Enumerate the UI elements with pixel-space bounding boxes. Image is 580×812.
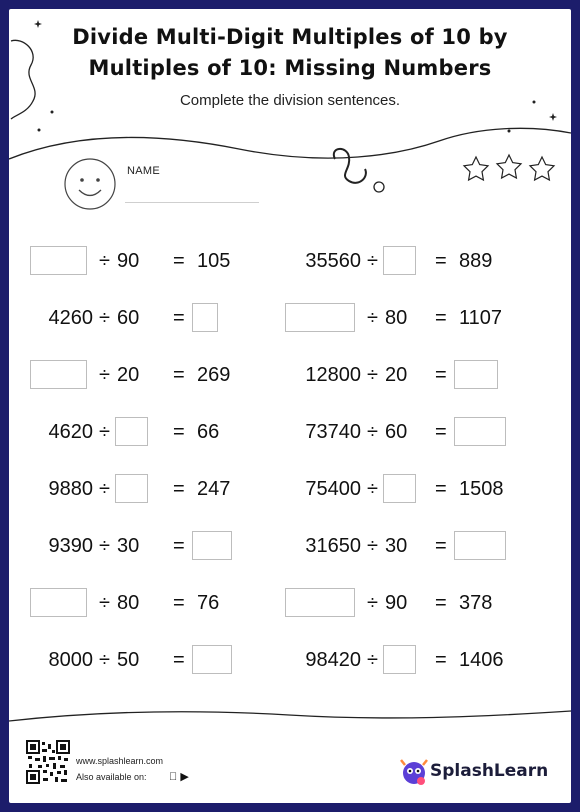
divisor-value: 30 [385,535,408,557]
division-problem [25,530,285,562]
equals-sign: = [173,250,185,272]
equals-sign: = [435,250,447,272]
equals-sign: = [173,364,185,386]
quotient-answer-box[interactable] [454,417,506,446]
divisor-value: 80 [117,592,140,614]
footer-wave-line [9,711,571,721]
apple-icon[interactable] [169,771,177,783]
divisor-answer-box[interactable] [383,645,416,674]
dividend-value: 4260 [48,307,93,329]
dividend-value: 31650 [305,535,361,557]
divide-sign: ÷ [367,649,378,671]
name-input-line[interactable] [125,202,259,203]
equals-sign: = [435,421,447,443]
quotient-answer-box[interactable] [454,531,506,560]
divide-sign: ÷ [367,364,378,386]
quotient-value: 1406 [459,649,504,671]
equals-sign: = [173,535,185,557]
splashlearn-logo [400,757,560,789]
quotient-value: 1107 [459,307,503,329]
instructions: Complete the division sentences. [179,92,401,109]
division-problem [283,302,543,334]
dividend-value: 73740 [305,421,361,443]
divide-sign: ÷ [367,307,378,329]
equals-sign: = [435,592,447,614]
dividend-answer-box[interactable] [30,360,87,389]
division-problem [25,587,285,619]
equals-sign: = [435,649,447,671]
division-problem [283,416,543,448]
divisor-value: 80 [385,307,408,329]
divide-sign: ÷ [99,535,110,557]
equals-sign: = [435,535,447,557]
division-problem [283,473,543,505]
division-problem [283,587,543,619]
divisor-value: 20 [385,364,408,386]
divisor-value: 50 [117,649,140,671]
dividend-value: 35560 [305,250,361,272]
sparkle-icon [549,113,557,121]
quotient-value: 247 [197,478,231,500]
divide-sign: ÷ [367,421,378,443]
divisor-answer-box[interactable] [115,417,148,446]
divisor-value: 90 [385,592,408,614]
google-play-icon[interactable]: ▶ [169,771,178,783]
dividend-answer-box[interactable] [30,588,87,617]
swirl-decoration [334,149,366,183]
dividend-value: 98420 [305,649,361,671]
qr-code [26,740,70,784]
brand-name: SplashLearn [430,761,549,781]
quotient-answer-box[interactable] [192,303,218,332]
equals-sign: = [173,478,185,500]
divide-sign: ÷ [99,250,110,272]
available-on-label: Also available on: [76,772,147,782]
divisor-value: 60 [117,307,140,329]
dividend-value: 9390 [48,535,93,557]
store-icons [169,770,189,783]
dividend-value: 4620 [48,421,93,443]
dot-decoration [508,130,511,133]
quotient-value: 1508 [459,478,504,500]
quotient-answer-box[interactable] [192,645,232,674]
quotient-value: 269 [197,364,231,386]
divide-sign: ÷ [99,364,110,386]
divide-sign: ÷ [99,421,110,443]
decorations [9,9,571,803]
division-problem [25,473,285,505]
division-problem [283,644,543,676]
worksheet [9,9,571,803]
equals-sign: = [173,592,185,614]
quotient-value: 66 [197,421,220,443]
smiley-face-icon [65,159,115,209]
splashlearn-mascot-icon [400,757,428,787]
divide-sign: ÷ [367,592,378,614]
divide-sign: ÷ [99,478,110,500]
ring-decoration [374,182,384,192]
dividend-answer-box[interactable] [30,246,87,275]
quotient-value: 105 [197,250,231,272]
division-problem [25,302,285,334]
quotient-answer-box[interactable] [454,360,498,389]
page-title-line-2: Multiples of 10: Missing Numbers [88,56,492,80]
header-wave-line [9,128,571,159]
division-problem [25,644,285,676]
dividend-value: 75400 [305,478,361,500]
divisor-answer-box[interactable] [383,474,416,503]
website-link[interactable]: www.splashlearn.com [76,756,164,766]
division-problem [283,359,543,391]
equals-sign: = [173,649,185,671]
divisor-answer-box[interactable] [115,474,148,503]
quotient-value: 378 [459,592,493,614]
dividend-value: 12800 [305,364,361,386]
dot-decoration [51,111,54,114]
divisor-value: 90 [117,250,140,272]
name-label: NAME [127,165,160,177]
equals-sign: = [435,364,447,386]
star-icon [497,155,521,178]
division-problem [25,245,285,277]
star-icon [530,157,554,180]
divisor-answer-box[interactable] [383,246,416,275]
dividend-value: 9880 [48,478,93,500]
quotient-value: 889 [459,250,493,272]
dot-decoration [38,129,41,132]
star-icon [464,157,488,180]
dividend-value: 8000 [48,649,93,671]
division-problem [25,359,285,391]
divide-sign: ÷ [367,535,378,557]
division-problem [283,530,543,562]
divide-sign: ÷ [367,478,378,500]
equals-sign: = [435,478,447,500]
page-title-line-1: Divide Multi-Digit Multiples of 10 by [72,25,508,49]
quotient-answer-box[interactable] [192,531,232,560]
dividend-answer-box[interactable] [285,303,355,332]
divide-sign: ÷ [99,649,110,671]
quotient-value: 76 [197,592,220,614]
divide-sign: ÷ [99,592,110,614]
equals-sign: = [173,307,185,329]
equals-sign: = [435,307,447,329]
division-problem [283,245,543,277]
divisor-value: 20 [117,364,140,386]
divide-sign: ÷ [99,307,110,329]
division-problem [25,416,285,448]
equals-sign: = [173,421,185,443]
divide-sign: ÷ [367,250,378,272]
divisor-value: 30 [117,535,140,557]
dividend-answer-box[interactable] [285,588,355,617]
divisor-value: 60 [385,421,408,443]
